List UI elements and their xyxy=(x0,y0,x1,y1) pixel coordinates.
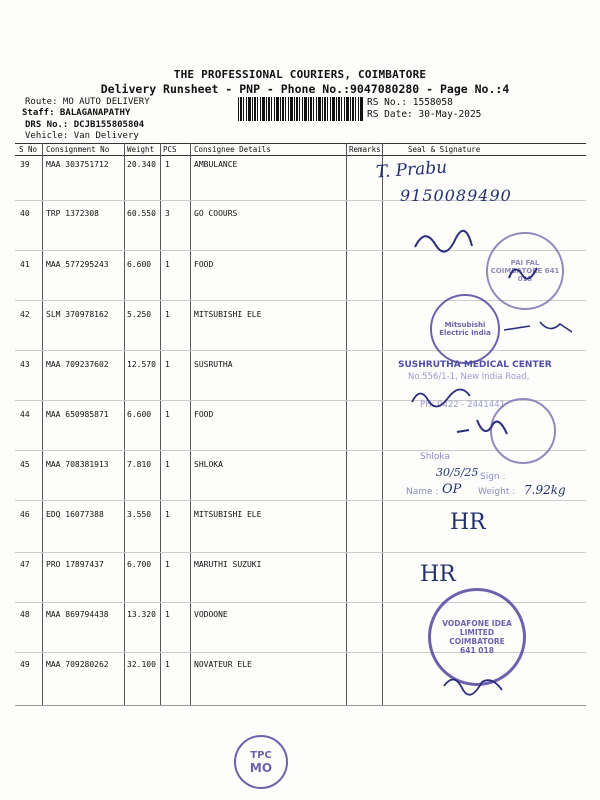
row-sno: 40 xyxy=(20,209,30,218)
row-weight: 3.550 xyxy=(127,510,152,519)
row-sno: 46 xyxy=(20,510,30,519)
table-header-border xyxy=(15,155,586,156)
header-consignee: Consignee Details xyxy=(194,145,271,154)
signature-row-46: HR xyxy=(450,510,486,535)
row-pcs: 1 xyxy=(165,360,170,369)
shloka-date: 30/5/25 xyxy=(436,466,479,479)
col-divider xyxy=(346,143,347,705)
signature-scribble-41 xyxy=(410,222,480,262)
row-consignee: MITSUBISHI ELE xyxy=(194,510,262,519)
row-sno: 41 xyxy=(20,260,30,269)
shloka-name-label: Name : xyxy=(406,487,439,497)
shloka-weight-label: Weight : xyxy=(478,487,516,497)
row-sno: 48 xyxy=(20,610,30,619)
row-pcs: 1 xyxy=(165,660,170,669)
header-consignment: Consignment No xyxy=(46,145,110,154)
row-consignment: TRP 1372308 xyxy=(46,209,99,218)
sushrutha-stamp-title: SUSHRUTHA MEDICAL CENTER xyxy=(398,360,552,370)
row-consignment: MAA 869794438 xyxy=(46,610,109,619)
row-consignee: NOVATEUR ELE xyxy=(194,660,252,669)
tpc-stamp-bottom: MO xyxy=(249,760,273,775)
header-pcs: PCS xyxy=(163,145,177,154)
row-consignee: GO COOURS xyxy=(194,209,238,218)
row-sno: 44 xyxy=(20,410,30,419)
tpc-mo-stamp xyxy=(234,735,288,789)
row-weight: 5.250 xyxy=(127,310,152,319)
shloka-name: OP xyxy=(442,482,462,497)
signature-row-39: T. Prabu xyxy=(375,157,448,183)
row-consignee: MARUTHI SUZUKI xyxy=(194,560,262,569)
col-divider xyxy=(382,143,383,705)
vodafone-stamp-text: VODAFONE IDEA LIMITED COIMBATORE 641 018 xyxy=(442,619,512,655)
row-consignment: MAA 650985871 xyxy=(46,410,109,419)
shloka-weight: 7.92kg xyxy=(524,483,566,497)
runsheet-title: Delivery Runsheet - PNP - Phone No.:9047080280 - Page No.:4 xyxy=(100,82,510,96)
sushrutha-stamp-address: No.556/1-1, New India Road, xyxy=(408,372,530,382)
row-consignee: SHLOKA xyxy=(194,460,223,469)
header-sno: S No xyxy=(19,145,38,154)
row-consignment: MAA 709237602 xyxy=(46,360,109,369)
route-info: Route: MO AUTO DELIVERY xyxy=(25,97,150,107)
row-pcs: 1 xyxy=(165,510,170,519)
row-consignee: VODOONE xyxy=(194,610,228,619)
signature-scribble-41b xyxy=(505,258,545,288)
row-sno: 45 xyxy=(20,460,30,469)
row-pcs: 1 xyxy=(165,160,170,169)
mitsubishi-stamp-text: Mitsubishi Electric India xyxy=(439,321,491,337)
row-consignment: EDQ 16077388 xyxy=(46,510,104,519)
row-weight: 6.600 xyxy=(127,410,152,419)
row-pcs: 3 xyxy=(165,209,170,218)
sushrutha-stamp-phone: PH: 0422 - 2441441 xyxy=(420,400,506,410)
row-pcs: 1 xyxy=(165,410,170,419)
mitsubishi-stamp xyxy=(430,294,500,364)
row-consignment: SLM 370978162 xyxy=(46,310,109,319)
row-weight: 60.550 xyxy=(127,209,156,218)
row-separator xyxy=(15,350,586,351)
col-divider xyxy=(42,143,43,705)
barcode xyxy=(238,97,363,121)
phone-handwritten-39: 9150089490 xyxy=(400,186,512,205)
row-sno: 49 xyxy=(20,660,30,669)
row-weight: 7.810 xyxy=(127,460,152,469)
row-weight: 32.100 xyxy=(127,660,156,669)
row-weight: 13.320 xyxy=(127,610,156,619)
row-sno: 39 xyxy=(20,160,30,169)
col-divider xyxy=(160,143,161,705)
row-weight: 6.700 xyxy=(127,560,152,569)
col-divider xyxy=(124,143,125,705)
row-consignee: MITSUBISHI ELE xyxy=(194,310,262,319)
row-consignee: SUSRUTHA xyxy=(194,360,233,369)
staff-info: Staff: BALAGANAPATHY xyxy=(22,108,131,118)
row-pcs: 1 xyxy=(165,460,170,469)
signature-scribble-49 xyxy=(440,670,510,700)
row-sno: 47 xyxy=(20,560,30,569)
row-consignee: AMBULANCE xyxy=(194,160,238,169)
row-consignment: MAA 708381913 xyxy=(46,460,109,469)
row-separator xyxy=(15,552,586,553)
shloka-sign-label: Sign : xyxy=(480,472,506,482)
vehicle-info: Vehicle: Van Delivery xyxy=(25,131,139,141)
signature-scribble-44 xyxy=(455,412,515,446)
drs-info: DRS No.: DCJB155805804 xyxy=(25,120,145,130)
col-divider xyxy=(190,143,191,705)
row-pcs: 1 xyxy=(165,260,170,269)
row-consignment: MAA 709280262 xyxy=(46,660,109,669)
signature-row-47: HR xyxy=(420,562,456,587)
row-separator xyxy=(15,500,586,501)
signature-scribble-42 xyxy=(500,316,580,340)
pai-fal-stamp-text: PAI FAL COIMBATORE 641 013 xyxy=(490,259,560,283)
rs-date: RS Date: 30-May-2025 xyxy=(367,109,482,120)
row-sno: 42 xyxy=(20,310,30,319)
row-pcs: 1 xyxy=(165,610,170,619)
rs-number: RS No.: 1558058 xyxy=(367,97,453,108)
row-weight: 20.340 xyxy=(127,160,156,169)
row-consignee: FOOD xyxy=(194,260,214,269)
table-top-border xyxy=(15,143,586,144)
row-weight: 12.570 xyxy=(127,360,156,369)
header-weight: Weight xyxy=(127,145,155,154)
row-weight: 6.600 xyxy=(127,260,152,269)
row-consignment: MAA 303751712 xyxy=(46,160,109,169)
row-consignee: FOOD xyxy=(194,410,214,419)
company-title: THE PROFESSIONAL COURIERS, COIMBATORE xyxy=(173,68,427,81)
row-pcs: 1 xyxy=(165,310,170,319)
tpc-stamp-top: TPC xyxy=(250,749,272,761)
row-pcs: 1 xyxy=(165,560,170,569)
row-consignment: PRO 17897437 xyxy=(46,560,104,569)
shloka-stamp: Shloka xyxy=(420,452,450,462)
row-consignment: MAA 577295243 xyxy=(46,260,109,269)
signature-scribble-43 xyxy=(408,384,478,408)
header-seal: Seal & Signature xyxy=(408,145,481,154)
table-bottom-border xyxy=(15,705,586,706)
row-sno: 43 xyxy=(20,360,30,369)
header-remarks: Remarks xyxy=(349,145,381,154)
